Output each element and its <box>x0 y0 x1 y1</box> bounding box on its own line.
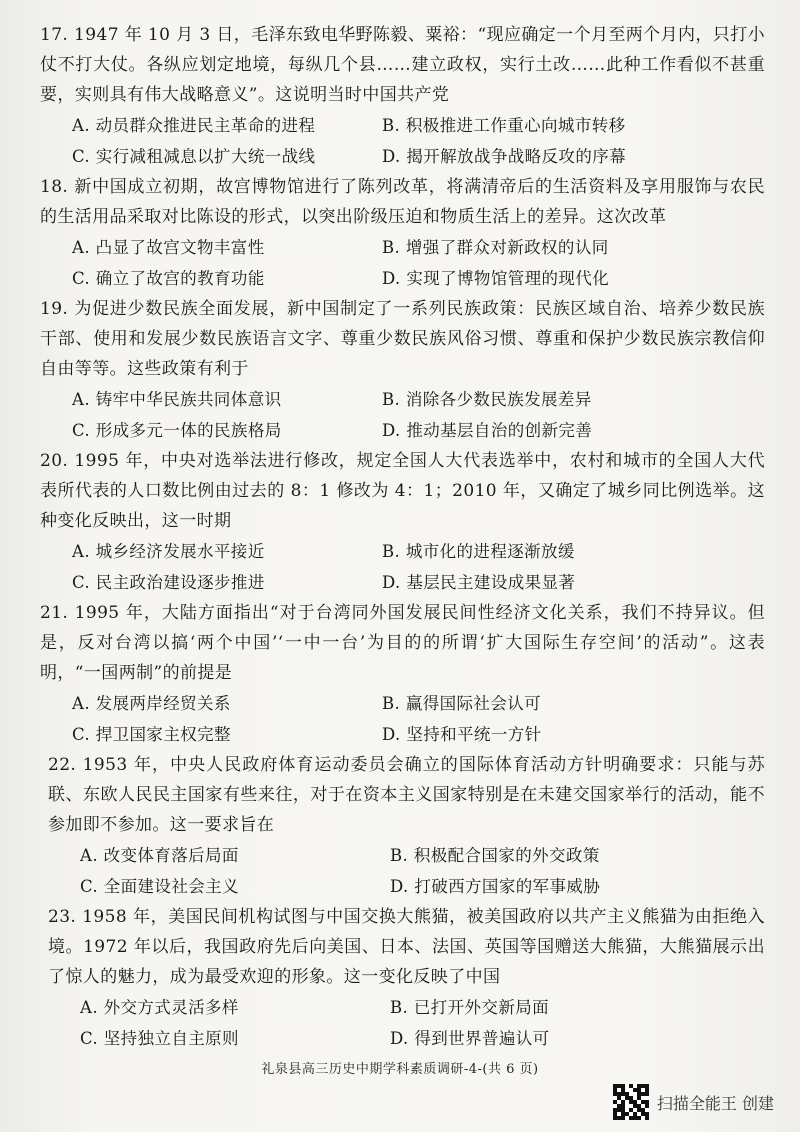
option-b: B. 积极推进工作重心向城市转移 <box>382 116 626 135</box>
option-b: B. 城市化的进程逐渐放缓 <box>382 542 575 561</box>
option-a: A. 动员群众推进民主革命的进程 <box>72 116 316 135</box>
question-21 <box>40 598 765 750</box>
question-20 <box>40 446 765 598</box>
option-grid <box>48 992 765 1054</box>
watermark-label: 扫描全能王 创建 <box>656 1093 774 1113</box>
option-b: B. 赢得国际社会认可 <box>382 694 542 713</box>
page-footer: 礼泉县高三历史中期学科素质调研-4-(共 6 页) <box>261 1062 539 1077</box>
question-stem: 23. 1958 年，美国民间机构试图与中国交换大熊猫，被美国政府以共产主义熊猫为由拒绝入境。1972 年以后，我国政府先后向美国、日本、法国、英国等国赠送大熊猫，大熊猫展示出了惊人的魅力，成为最受欢迎的形象。这一变化反映了中国 <box>48 907 765 987</box>
option-c: C. 全面建设社会主义 <box>80 877 239 896</box>
option-a: A. 改变体育落后局面 <box>80 846 239 865</box>
option-grid <box>40 688 765 750</box>
option-a: A. 铸牢中华民族共同体意识 <box>72 390 282 409</box>
option-a: A. 凸显了故宫文物丰富性 <box>72 238 265 257</box>
option-d: D. 推动基层自治的创新完善 <box>382 421 593 440</box>
option-d: D. 基层民主建设成果显著 <box>382 573 576 592</box>
option-grid <box>40 536 765 598</box>
option-c: C. 实行减租减息以扩大统一战线 <box>72 147 316 166</box>
option-b: B. 已打开外交新局面 <box>390 998 550 1017</box>
option-d: D. 揭开解放战争战略反攻的序幕 <box>382 147 627 166</box>
option-b: B. 增强了群众对新政权的认同 <box>382 238 609 257</box>
option-grid <box>40 110 765 172</box>
option-c: C. 坚持独立自主原则 <box>80 1029 239 1048</box>
option-d: D. 得到世界普遍认可 <box>390 1029 550 1048</box>
option-a: A. 外交方式灵活多样 <box>80 998 239 1017</box>
option-c: C. 捍卫国家主权完整 <box>72 725 231 744</box>
question-stem: 22. 1953 年，中央人民政府体育运动委员会确立的国际体育活动方针明确要求：只能与苏联、东欧人民民主国家有些来往，对于在资本主义国家特别是在未建交国家举行的活动，能不参加即不参加。这一要求旨在 <box>48 755 765 835</box>
question-stem: 20. 1995 年，中央对选举法进行修改，规定全国人大代表选举中，农村和城市的全国人大代表所代表的人口数比例由过去的 8：1 修改为 4：1；2010 年，又确定了城乡同比例选举。这种变化反映出，这一时期 <box>40 451 765 531</box>
question-19 <box>40 294 765 446</box>
question-stem: 19. 为促进少数民族全面发展，新中国制定了一系列民族政策：民族区域自治、培养少数民族干部、使用和发展少数民族语言文字、尊重少数民族风俗习惯、尊重和保护少数民族宗教信仰自由等等。这些政策有利于 <box>40 299 765 379</box>
qr-code-icon <box>613 1084 649 1120</box>
question-stem: 21. 1995 年，大陆方面指出“对于台湾同外国发展民间性经济文化关系，我们不持异议。但是，反对台湾以搞‘两个中国’‘一中一台’为目的的所谓‘扩大国际生存空间’的活动”。这表明，“一国两制”的前提是 <box>40 603 765 683</box>
option-b: B. 积极配合国家的外交政策 <box>390 846 600 865</box>
option-c: C. 民主政治建设逐步推进 <box>72 573 265 592</box>
option-d: D. 坚持和平统一方针 <box>382 725 542 744</box>
option-d: D. 实现了博物馆管理的现代化 <box>382 269 610 288</box>
option-a: A. 发展两岸经贸关系 <box>72 694 231 713</box>
question-23 <box>40 902 765 1054</box>
question-stem: 18. 新中国成立初期，故宫博物馆进行了陈列改革，将满清帝后的生活资料及享用服饰与农民的生活用品采取对比陈设的形式，以突出阶级压迫和物质生活上的差异。这次改革 <box>40 177 765 227</box>
option-grid <box>40 232 765 294</box>
option-grid <box>48 840 765 902</box>
option-c: C. 确立了故宫的教育功能 <box>72 269 265 288</box>
question-list <box>40 20 765 1054</box>
scanner-watermark <box>613 1084 774 1120</box>
option-a: A. 城乡经济发展水平接近 <box>72 542 265 561</box>
question-18 <box>40 172 765 294</box>
option-b: B. 消除各少数民族发展差异 <box>382 390 592 409</box>
option-grid <box>40 384 765 446</box>
option-c: C. 形成多元一体的民族格局 <box>72 421 282 440</box>
question-17 <box>40 20 765 172</box>
question-stem: 17. 1947 年 10 月 3 日，毛泽东致电华野陈毅、粟裕：“现应确定一个月至两个月内，只打小仗不打大仗。各纵应划定地境，每纵几个县……建立政权，实行土改……此种工作看似不甚重要，实则具有伟大战略意义”。这说明当时中国共产党 <box>40 25 765 105</box>
question-22 <box>40 750 765 902</box>
option-d: D. 打破西方国家的军事威胁 <box>390 877 601 896</box>
